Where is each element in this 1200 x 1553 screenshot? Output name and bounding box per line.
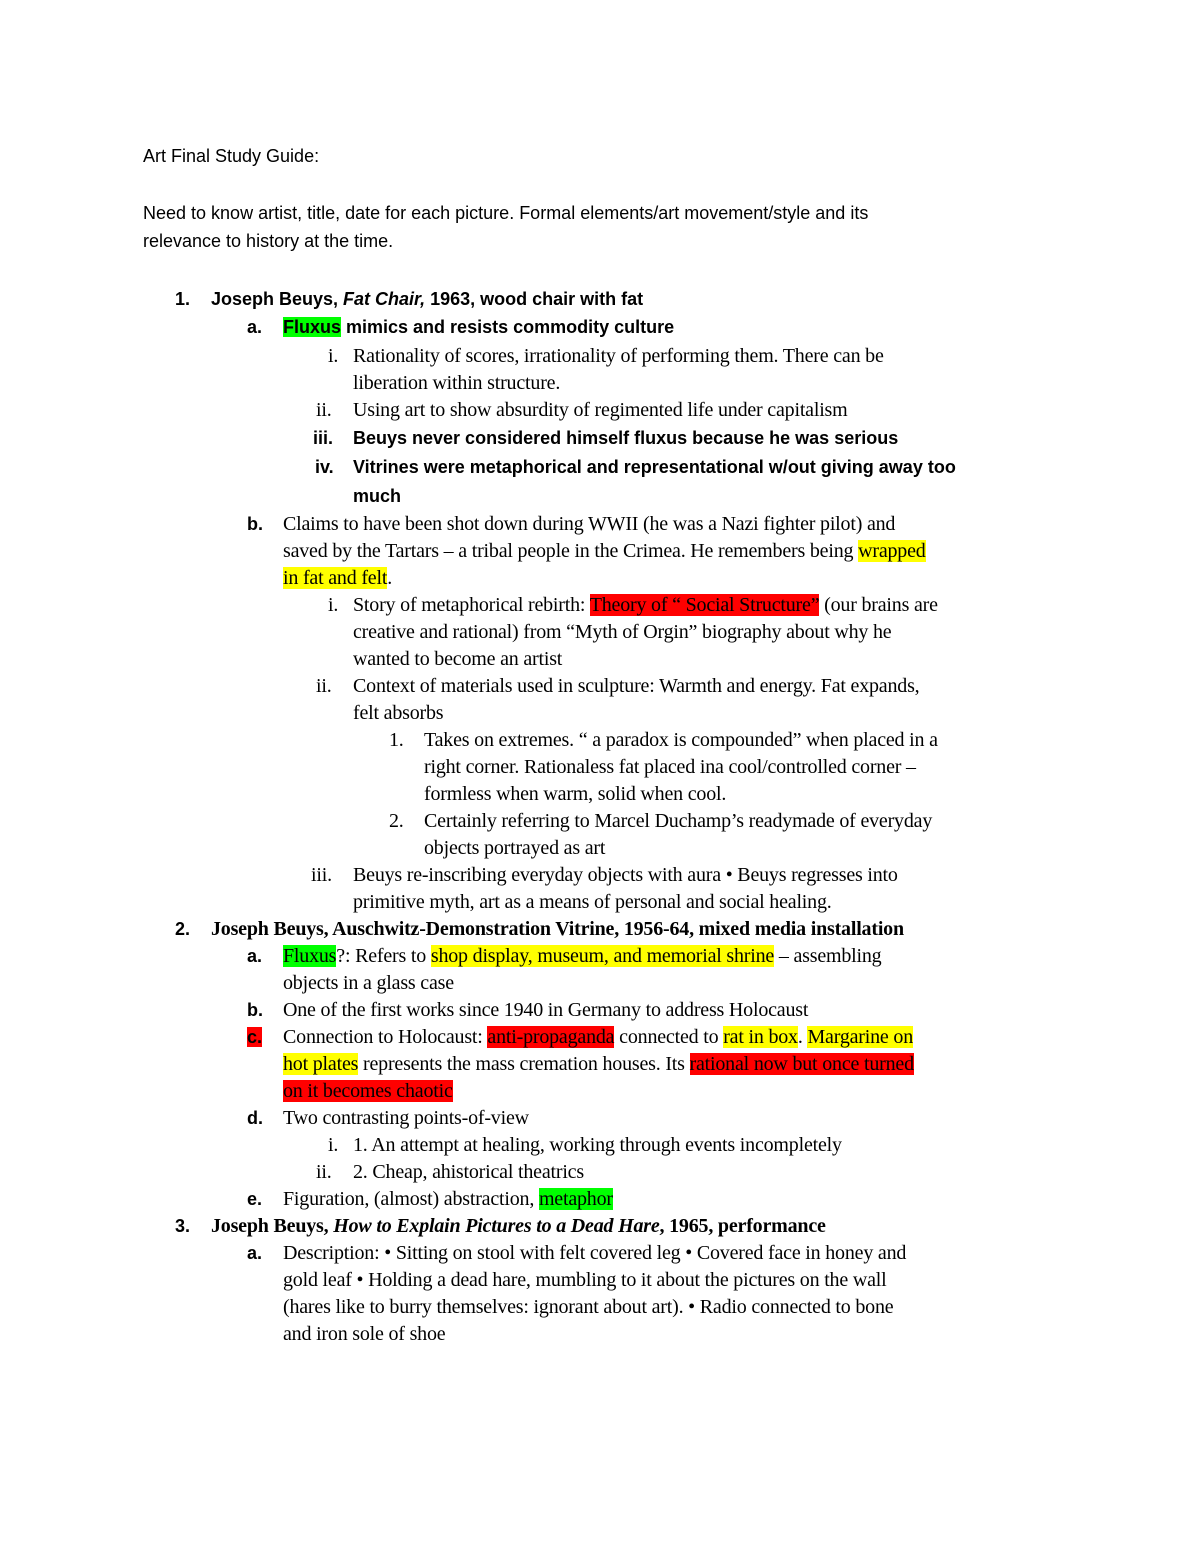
item-1b-ii-2-marker: 2. [389, 810, 404, 832]
highlight-anti-propaganda: anti-propaganda [487, 1026, 615, 1048]
item-1b-ii-line-1: Context of materials used in sculpture: Warmth and energy. Fat expands, [353, 675, 920, 697]
item-3a-line-1: Description: • Sitting on stool with felt covered leg • Covered face in honey and [283, 1242, 907, 1264]
item-1a-text: Fluxus mimics and resists commodity culture [283, 317, 675, 337]
item-1b-line-2: saved by the Tartars – a tribal people in the Crimea. He remembers being wrapped [283, 540, 926, 562]
item-1b-ii-2-line-1: Certainly referring to Marcel Duchamp’s readymade of everyday [424, 810, 933, 832]
item-1b-ii-1-marker: 1. [389, 729, 404, 751]
item-2d-ii-line-1: 2. Cheap, ahistorical theatrics [353, 1161, 584, 1183]
highlight-margarine: Margarine on [807, 1026, 913, 1048]
item-1b-i-line-2: creative and rational) from “Myth of Orgin” biography about why he [353, 621, 892, 643]
item-2-number: 2. [175, 919, 191, 939]
item-2d-line-1: Two contrasting points-of-view [283, 1107, 529, 1129]
item-1a-i-line-1: Rationality of scores, irrationality of performing them. There can be [353, 345, 884, 367]
item-2d-i-marker: i. [328, 1134, 339, 1156]
item-1a-ii-marker: ii. [316, 399, 332, 421]
item-1b-iii-line-2: primitive myth, art as a means of personal and social healing. [353, 891, 832, 913]
item-2c-line-3 [283, 1078, 453, 1105]
item-1a-ii-line-1: Using art to show absurdity of regimented life under capitalism [353, 399, 848, 421]
item-1-number: 1. [175, 289, 191, 309]
item-1a-iv-marker: iv. [315, 457, 334, 477]
item-1b-line-3: in fat and felt. [283, 567, 392, 589]
item-3a-line-4: and iron sole of shoe [283, 1323, 446, 1345]
highlight-fluxus: Fluxus [283, 317, 342, 337]
item-1a-iv-line-1: Vitrines were metaphorical and representational w/out giving away too [353, 457, 956, 477]
item-2a-marker: a. [247, 946, 263, 966]
item-2e-line-1: Figuration, (almost) abstraction, metaphor [283, 1188, 613, 1210]
item-1b-ii-1-line-3: formless when warm, solid when cool. [424, 783, 727, 805]
item-1-heading: Joseph Beuys, Fat Chair, 1963, wood chair with fat [211, 289, 644, 309]
intro-line-2: relevance to history at the time. [143, 231, 394, 251]
item-1b-ii-1-line-2: right corner. Rationaless fat placed ina cool/controlled corner – [424, 756, 916, 778]
item-1a-i-line-2: liberation within structure. [353, 372, 561, 394]
item-1b-iii-line-1: Beuys re-inscribing everyday objects with aura • Beuys regresses into [353, 864, 898, 886]
item-2b-marker: b. [247, 1000, 263, 1020]
item-1b-ii-1-line-1: Takes on extremes. “ a paradox is compounded” when placed in a [424, 729, 938, 751]
item-1b-marker: b. [247, 514, 263, 534]
item-2d-ii-marker: ii. [316, 1161, 332, 1183]
item-2d-marker: d. [247, 1108, 263, 1128]
item-2b-line-1: One of the first works since 1940 in Germany to address Holocaust [283, 999, 809, 1021]
item-2a-line-1: Fluxus?: Refers to shop display, museum, and memorial shrine – assembling [283, 945, 882, 967]
item-1b-i-marker: i. [328, 594, 339, 616]
item-3a-line-2: gold leaf • Holding a dead hare, mumbling to it about the pictures on the wall [283, 1269, 887, 1291]
item-2c-line-2: hot plates represents the mass cremation houses. Its rational now but once turned [283, 1053, 914, 1075]
highlight-hot-plates: hot plates [283, 1053, 359, 1075]
item-2c-marker [247, 1024, 262, 1051]
document-title: Art Final Study Guide: [143, 146, 320, 166]
item-2-heading: Joseph Beuys, Auschwitz-Demonstration Vitrine, 1956-64, mixed media installation [211, 918, 904, 940]
highlight-metaphor: metaphor [538, 1188, 613, 1210]
item-2a-line-2: objects in a glass case [283, 972, 454, 994]
item-1a-iv-line-2: much [353, 486, 402, 506]
item-1b-line-1: Claims to have been shot down during WWII (he was a Nazi fighter pilot) and [283, 513, 896, 535]
item-1b-iii-marker: iii. [311, 864, 332, 886]
highlight-chaotic: on it becomes chaotic [283, 1080, 453, 1102]
highlight-rational-now: rational now but once turned [689, 1053, 914, 1075]
item-3-number: 3. [175, 1216, 191, 1236]
item-3-heading: Joseph Beuys, How to Explain Pictures to a Dead Hare, 1965, performance [211, 1215, 826, 1237]
item-3a-line-3: (hares like to burry themselves: ignorant about art). • Radio connected to bone [283, 1296, 894, 1318]
item-1a-iii-marker: iii. [313, 428, 334, 448]
item-1a-i-marker: i. [328, 345, 339, 367]
item-1b-i-line-1: Story of metaphorical rebirth: Theory of “ Social Structure” (our brains are [353, 594, 938, 616]
highlight-rat-in-box: rat in box [723, 1026, 798, 1048]
item-3a-marker: a. [247, 1243, 263, 1263]
highlight-wrapped: wrapped [858, 540, 926, 562]
highlight-fat-felt: in fat and felt [283, 567, 388, 589]
item-2c-line-1: Connection to Holocaust: anti-propaganda connected to rat in box. Margarine on [283, 1026, 913, 1048]
item-1b-i-line-3: wanted to become an artist [353, 648, 563, 670]
item-1a-iii-line-1: Beuys never considered himself fluxus because he was serious [353, 428, 899, 448]
highlight-shop-display: shop display, museum, and memorial shrine [430, 945, 775, 967]
item-1a-marker: a. [247, 317, 263, 337]
item-1b-ii-2-line-2: objects portrayed as art [424, 837, 606, 859]
item-1b-ii-marker: ii. [316, 675, 332, 697]
highlight-c-marker: c. [247, 1027, 263, 1047]
item-1b-ii-line-2: felt absorbs [353, 702, 444, 724]
intro-line-1: Need to know artist, title, date for each picture. Formal elements/art movement/style and its [143, 203, 869, 223]
highlight-fluxus-2: Fluxus [283, 945, 337, 967]
item-2d-i-line-1: 1. An attempt at healing, working through events incompletely [353, 1134, 842, 1156]
highlight-social-structure: Theory of “ Social Structure” [589, 594, 820, 616]
item-2e-marker: e. [247, 1189, 263, 1209]
